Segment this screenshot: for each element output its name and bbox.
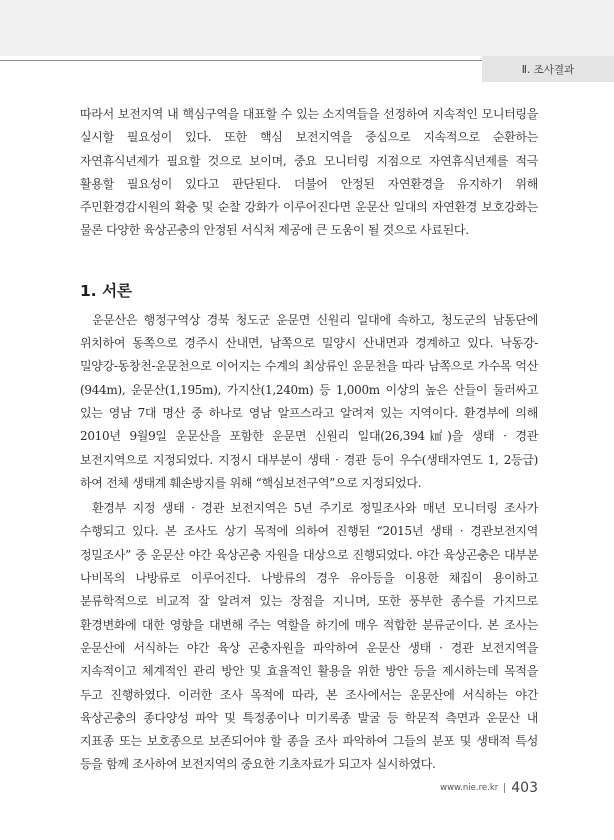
body-paragraph-2: 환경부 지정 생태 · 경관 보전지역은 5년 주기로 정밀조사와 매년 모니터링 조사가 수행되고 있다. 본 조사도 상기 목적에 의하여 진행된 “2015년 생태 · 경관보전지역 정밀조사” 중 운문산 야간 육상곤충 자원을 대상으로 진행되었다. 야간 육상곤충은 대부분 나비목의 나방류로 이루어진다. 나방류의 경우 유아등을 이용한 채집이 용이하고 분류학적으로 비교적 잘 알려져 있는 장점을 지니며, 또한 풍부한 종수를 가지므로 환경변화에 대한 영향을 대변해 주는 역할을 하기에 매우 적합한 분류군이다. 본 조사는 운문산에 서식하는 야간 육상 곤충자원을 파악하여 운문산 생태 · 경관 보전지역을 지속적이고 체계적인 관리 방안 및 효율적인 활용을 위한 방안 등을 제시하는데 목적을 두고 진행하였다. 이러한 조사 목적에 따라, 본 조사에서는 운문산에 서식하는 야간 육상곤충의 종다양성 파악 및 특정종이나 미기록종 발굴 등 학문적 측면과 운문산 내 지표종 또는 보호종으로 보존되어야 할 종을 조사 파악하여 그들의 분포 및 생태적 특성 등을 함께 조사하여 보전지역의 중요한 기초자료가 되고자 실시하였다.: [80, 501, 538, 772]
page-number: 403: [511, 780, 538, 796]
body-paragraph-1: 운문산은 행정구역상 경북 청도군 운문면 신원리 일대에 속하고, 청도군의 남동단에 위치하여 동쪽으로 경주시 산내면, 남쪽으로 밀양시 산내면과 경계하고 있다. 낙동강-밀양강-동창천-운문천으로 이어지는 수계의 최상류인 운문천을 따라 남쪽으로 가수목 억산(944m), 운문산(1,195m), 가지산(1,240m) 등 1,000m 이상의 높은 산들이 둘러싸고 있는 영남 7대 명산 중 하나로 영남 알프스라고 알려져 있는 지역이다. 환경부에 의해 2010년 9월9일 운문산을 포함한 운문면 신원리 일대(26,394㎢)을 생태 · 경관 보전지역으로 지정되었다. 지정시 대부분이 생태 · 경관 등이 우수(생태자연도 1, 2등급)하여 전체 생태계 훼손방지를 위해 “핵심보전구역”으로 지정되었다.: [80, 312, 538, 490]
footer-url: www.nie.re.kr: [440, 783, 499, 793]
section-title: 1. 서론: [80, 281, 133, 300]
intro-paragraph: 따라서 보전지역 내 핵심구역을 대표할 수 있는 소지역들을 선정하여 지속적인 모니터링을 실시할 필요성이 있다. 또한 핵심 보전지역을 중심으로 지속적으로 순환하는 자연휴식년제가 필요할 것으로 보이며, 중요 모니터링 지점으로 자연휴식년제를 적극 활용할 필요성이 있다고 판단된다. 더불어 안정된 자연환경을 유지하기 위해 주민환경감시원의 확충 및 순찰 강화가 이루어진다면 운문산 일대의 자연환경 보호강화는 물론 다양한 육상곤충의 안정된 서식처 제공에 큰 도움이 될 것으로 사료된다.: [80, 107, 538, 238]
chapter-label: Ⅱ. 조사결과: [521, 63, 575, 76]
chapter-tab: [482, 56, 614, 82]
footer-divider: [504, 783, 505, 793]
header-band: [0, 0, 614, 56]
page-body: [80, 103, 538, 777]
page-footer: [440, 780, 538, 796]
